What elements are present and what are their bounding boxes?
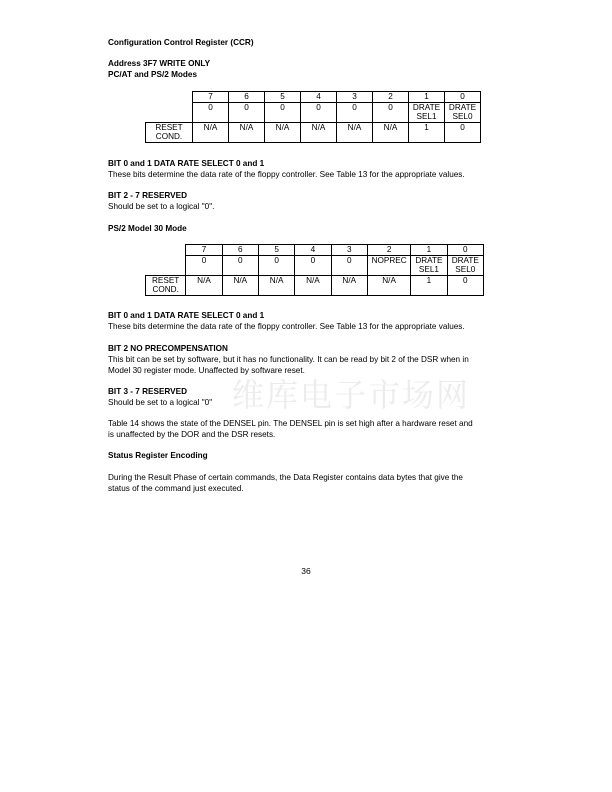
- status-register-text-line1: During the Result Phase of certain commands, the Data Register contains data bytes that give the: [108, 473, 463, 482]
- value-cell: 0: [265, 102, 301, 122]
- s2-bit37-heading: BIT 3 - 7 RESERVED: [108, 387, 188, 396]
- value-cell: DRATE SEL0: [447, 255, 483, 275]
- value-cell: 0: [193, 102, 229, 122]
- bit-cell: 4: [301, 92, 337, 103]
- s2-bit37-text: Should be set to a logical "0": [108, 398, 213, 407]
- bit-cell: 4: [295, 245, 331, 256]
- bit-cell: 7: [193, 92, 229, 103]
- reset-cell: N/A: [367, 275, 410, 295]
- reset-cell: N/A: [265, 122, 301, 142]
- bit-cell: 3: [337, 92, 373, 103]
- bit-number-row: [146, 92, 481, 103]
- s1-bit27-text: Should be set to a logical "0".: [108, 202, 215, 211]
- value-cell: 0: [222, 255, 258, 275]
- s2-bit01-text: These bits determine the data rate of the floppy controller. See Table 13 for the appropriate values.: [108, 322, 465, 331]
- register-table-pcat: [145, 91, 481, 143]
- bit-cell: 5: [258, 245, 294, 256]
- reset-cell: N/A: [222, 275, 258, 295]
- bit-cell: 7: [186, 245, 222, 256]
- bit-cell: 2: [373, 92, 409, 103]
- reset-cell: N/A: [331, 275, 367, 295]
- ccr-heading: Configuration Control Register (CCR): [108, 38, 254, 47]
- value-cell: 0: [337, 102, 373, 122]
- reset-cell: 1: [411, 275, 447, 295]
- value-cell: 0: [229, 102, 265, 122]
- value-row: [146, 102, 481, 122]
- value-cell: NOPREC: [367, 255, 410, 275]
- bit-cell: 6: [222, 245, 258, 256]
- s1-bit01-text: These bits determine the data rate of the floppy controller. See Table 13 for the appropriate values.: [108, 170, 465, 179]
- bit-cell: 2: [367, 245, 410, 256]
- reset-cell: 0: [445, 122, 481, 142]
- reset-label: RESET COND.: [146, 122, 193, 142]
- value-cell: 0: [186, 255, 222, 275]
- value-cell: DRATE SEL0: [445, 102, 481, 122]
- reset-cell: N/A: [193, 122, 229, 142]
- reset-cell: N/A: [373, 122, 409, 142]
- s1-bit01-heading: BIT 0 and 1 DATA RATE SELECT 0 and 1: [108, 159, 265, 168]
- register-table-model30: [145, 244, 484, 296]
- bit-cell: 1: [411, 245, 447, 256]
- value-cell: DRATE SEL1: [411, 255, 447, 275]
- page-number: 36: [301, 566, 311, 576]
- reset-cell: N/A: [229, 122, 265, 142]
- address-heading: Address 3F7 WRITE ONLY: [108, 59, 211, 68]
- bit-cell: 5: [265, 92, 301, 103]
- status-register-heading: Status Register Encoding: [108, 451, 208, 460]
- bit-cell: 1: [409, 92, 445, 103]
- reset-row: [146, 275, 484, 295]
- reset-cell: N/A: [258, 275, 294, 295]
- table14-text-line1: Table 14 shows the state of the DENSEL pin. The DENSEL pin is set high after a hardware reset and: [108, 419, 473, 428]
- reset-cell: N/A: [301, 122, 337, 142]
- status-register-text-line2: status of the command just executed.: [108, 484, 244, 493]
- value-cell: 0: [258, 255, 294, 275]
- value-cell: 0: [295, 255, 331, 275]
- bit-cell: 0: [445, 92, 481, 103]
- s2-bit2-text-line2: Model 30 register mode. Unaffected by software reset.: [108, 366, 305, 375]
- bit-number-row: [146, 245, 484, 256]
- value-cell: DRATE SEL1: [409, 102, 445, 122]
- s2-bit2-text-line1: This bit can be set by software, but it has no functionality. It can be read by bit 2 of the DSR when in: [108, 355, 469, 364]
- value-cell: 0: [373, 102, 409, 122]
- watermark: 维库电子市场网: [232, 376, 471, 414]
- reset-cell: N/A: [186, 275, 222, 295]
- value-cell: 0: [331, 255, 367, 275]
- table14-text-line2: is unaffected by the DOR and the DSR resets.: [108, 430, 276, 439]
- s2-bit2-heading: BIT 2 NO PRECOMPENSATION: [108, 344, 228, 353]
- reset-cell: N/A: [337, 122, 373, 142]
- reset-cell: 1: [409, 122, 445, 142]
- reset-row: [146, 122, 481, 142]
- modes-heading: PC/AT and PS/2 Modes: [108, 70, 198, 79]
- model30-heading: PS/2 Model 30 Mode: [108, 224, 187, 233]
- bit-cell: 3: [331, 245, 367, 256]
- s2-bit01-heading: BIT 0 and 1 DATA RATE SELECT 0 and 1: [108, 311, 265, 320]
- value-cell: 0: [301, 102, 337, 122]
- bit-cell: 0: [447, 245, 483, 256]
- reset-label: RESET COND.: [146, 275, 186, 295]
- s1-bit27-heading: BIT 2 - 7 RESERVED: [108, 191, 188, 200]
- bit-cell: 6: [229, 92, 265, 103]
- reset-cell: 0: [447, 275, 483, 295]
- reset-cell: N/A: [295, 275, 331, 295]
- value-row: [146, 255, 484, 275]
